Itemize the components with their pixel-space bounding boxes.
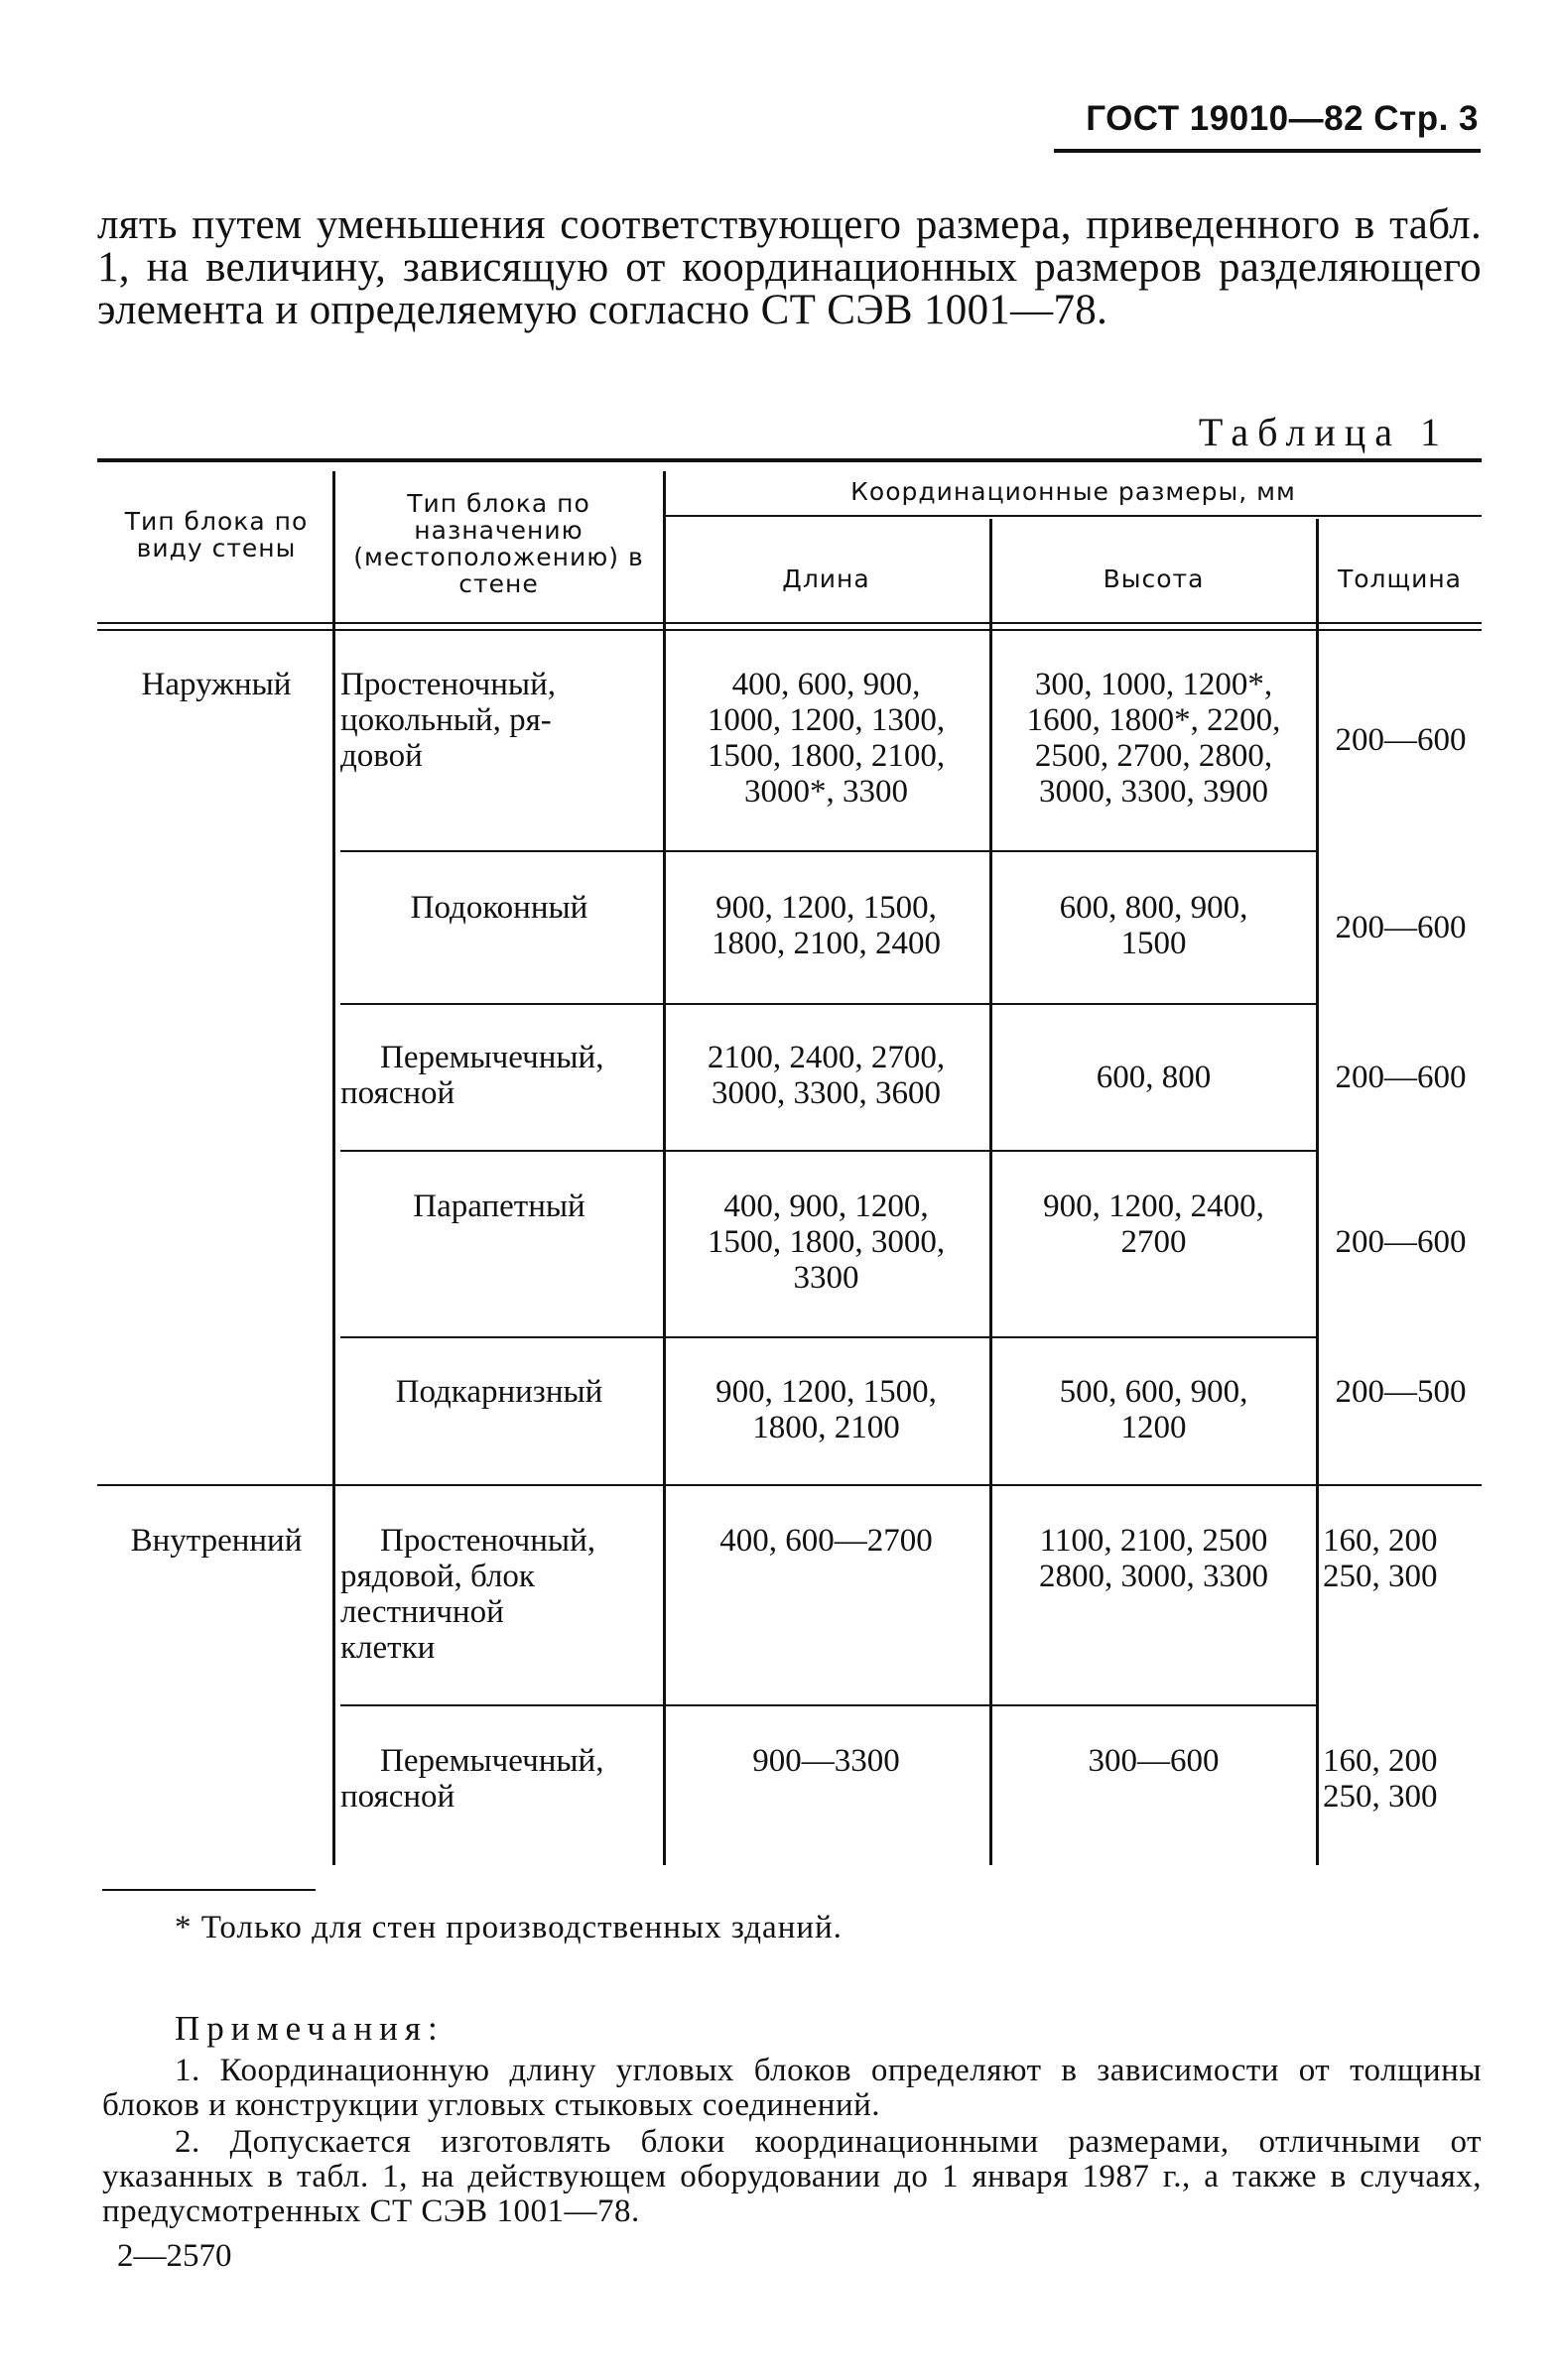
thickness-cell: 200—600: [1335, 910, 1467, 945]
group-rule: [97, 1484, 1482, 1486]
height-cell: 1100, 2100, 2500 2800, 3000, 3300: [1039, 1523, 1268, 1594]
thickness-cell: 200—600: [1335, 1060, 1467, 1095]
length-cell: 900, 1200, 1500, 1800, 2100: [715, 1374, 937, 1445]
purpose-cell: Перемычечный, поясной: [340, 1743, 604, 1815]
height-cell: 300—600: [1088, 1743, 1220, 1779]
header-wall-type: Тип блока по виду стены: [124, 507, 309, 563]
thickness-cell: 200—600: [1335, 1224, 1467, 1260]
header-coord-group: Координационные размеры, мм: [850, 477, 1296, 506]
height-cell: 300, 1000, 1200*, 1600, 1800*, 2200, 2500, 2700, 2800, 3000, 3300, 3900: [1026, 667, 1281, 810]
thickness-cell: 160, 200 250, 300: [1323, 1523, 1438, 1594]
table-top-rule: [97, 458, 1482, 462]
header-purpose: Тип блока по назначению (местоположению) в стене: [353, 489, 644, 598]
page-code: 2—2570: [117, 2238, 232, 2274]
purpose-cell: Подкарнизный: [395, 1374, 603, 1410]
row-rule-5: [340, 1704, 1316, 1706]
purpose-cell: Простеночный, цокольный, ря- довой: [340, 667, 557, 774]
footnote-rule: [102, 1889, 316, 1891]
length-cell: 900, 1200, 1500, 1800, 2100, 2400: [712, 890, 941, 961]
row-rule-4: [340, 1336, 1316, 1338]
footnote: * Только для стен производственных зданий.: [175, 1910, 843, 1945]
header-thickness: Толщина: [1337, 564, 1462, 593]
row-rule-1: [340, 850, 1316, 852]
page-header: ГОСТ 19010—82 Стр. 3: [1086, 99, 1479, 138]
row-rule-3: [340, 1150, 1316, 1152]
thickness-cell: 200—600: [1335, 722, 1467, 758]
header-double-rule: [97, 622, 1482, 631]
purpose-cell: Простеночный, рядовой, блок лестничной клетки: [340, 1523, 596, 1666]
table-caption: Таблица 1: [1198, 410, 1449, 454]
header-group-rule: [665, 515, 1482, 517]
purpose-cell: Парапетный: [413, 1189, 585, 1224]
row-rule-2: [340, 1003, 1316, 1005]
wall-type-outer: Наружный: [141, 667, 292, 702]
length-cell: 900—3300: [752, 1743, 900, 1779]
length-cell: 2100, 2400, 2700, 3000, 3300, 3600: [707, 1040, 946, 1111]
purpose-cell: Подоконный: [410, 890, 588, 926]
note-item: 2. Допускается изготовлять блоки координационными размерами, отличными от указанных в табл. 1, на действующем оборудовании до 1 января 1987 г., а также в случаях, предусмотренных СТ СЭВ 1001—78.: [102, 2124, 1482, 2229]
header-rule: [1054, 149, 1481, 153]
note-item: 1. Координационную длину угловых блоков определяют в зависимости от толщины блоков и конструкции угловых стыковых соединений.: [102, 2053, 1482, 2123]
header-height: Высота: [1103, 564, 1205, 593]
length-cell: 400, 600—2700: [719, 1523, 933, 1559]
height-cell: 500, 600, 900, 1200: [1059, 1374, 1248, 1445]
thickness-cell: 160, 200 250, 300: [1323, 1743, 1438, 1815]
thickness-cell: 200—500: [1335, 1374, 1467, 1410]
length-cell: 400, 900, 1200, 1500, 1800, 3000, 3300: [707, 1189, 946, 1296]
col-line-4: [1316, 519, 1319, 1865]
col-line-1: [332, 471, 335, 1865]
intro-paragraph: лять путем уменьшения соответствующего размера, приведенного в табл. 1, на величину, зависящую от координационных размеров разделяющего элемента и определяемую согласно СТ СЭВ 1001—78.: [97, 201, 1482, 333]
purpose-cell: Перемычечный, поясной: [340, 1040, 604, 1111]
header-length: Длина: [782, 564, 870, 593]
length-cell: 400, 600, 900, 1000, 1200, 1300, 1500, 1800, 2100, 3000*, 3300: [707, 667, 946, 810]
height-cell: 600, 800, 900, 1500: [1059, 890, 1248, 961]
notes-title: Примечания:: [175, 2009, 445, 2048]
wall-type-inner: Внутренний: [130, 1523, 303, 1559]
height-cell: 600, 800: [1096, 1060, 1212, 1095]
height-cell: 900, 1200, 2400, 2700: [1043, 1189, 1264, 1260]
